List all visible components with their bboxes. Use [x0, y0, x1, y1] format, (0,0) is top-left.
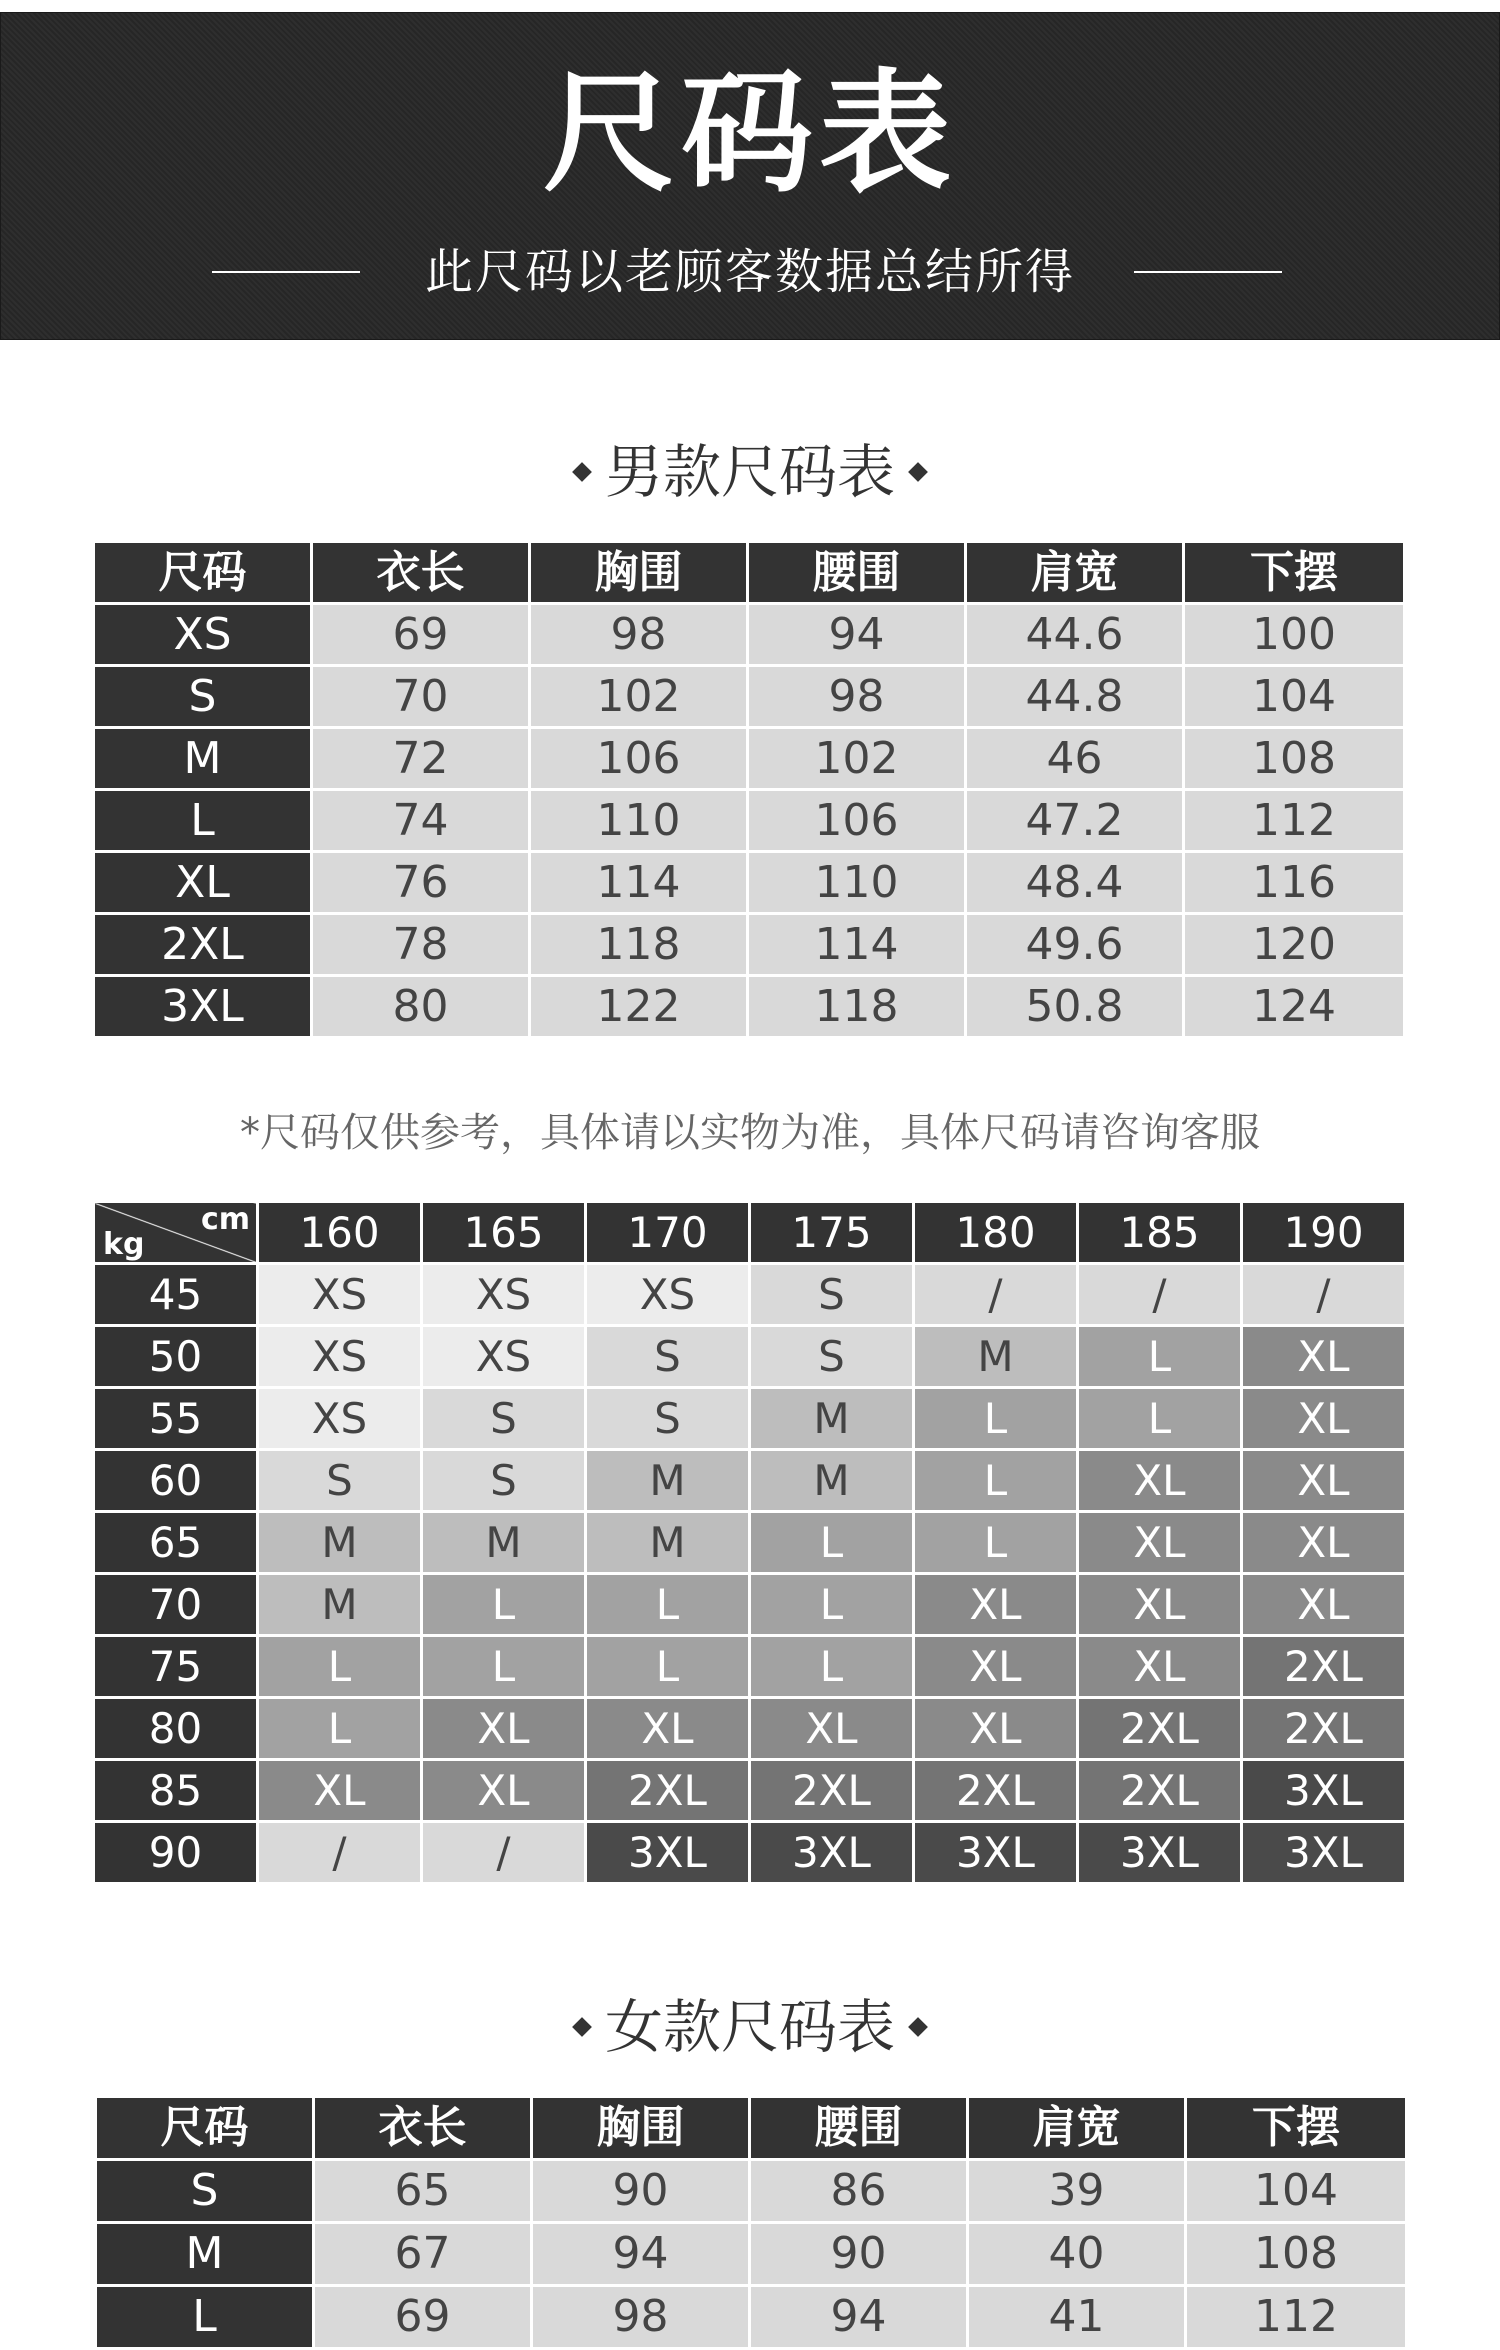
measurement-cell: 122 [530, 976, 748, 1038]
height-header-cell: 175 [750, 1202, 914, 1264]
grid-row [94, 1326, 1406, 1388]
womens-size-table [94, 2095, 1408, 2350]
measurement-cell: 74 [312, 790, 530, 852]
size-recommendation-cell: L [914, 1450, 1078, 1512]
table-row [96, 2223, 1407, 2286]
measurement-cell: 112 [1184, 790, 1405, 852]
size-recommendation-cell: M [586, 1512, 750, 1574]
size-recommendation-cell: L [750, 1512, 914, 1574]
measurement-cell: 80 [312, 976, 530, 1038]
size-recommendation-cell: 2XL [1078, 1698, 1242, 1760]
table-row [94, 852, 1405, 914]
size-label-cell: M [96, 2223, 314, 2286]
size-recommendation-cell: XS [422, 1264, 586, 1326]
size-recommendation-cell: 3XL [1078, 1822, 1242, 1884]
table-row [96, 2160, 1407, 2223]
measurement-cell: 40 [968, 2223, 1186, 2286]
height-header-cell: 185 [1078, 1202, 1242, 1264]
size-recommendation-cell: L [750, 1636, 914, 1698]
table-header-row [96, 2097, 1407, 2160]
diamond-icon [908, 462, 928, 482]
size-recommendation-cell: L [422, 1636, 586, 1698]
measurement-cell: 118 [530, 914, 748, 976]
grid-row [94, 1760, 1406, 1822]
measurement-cell: 94 [748, 604, 966, 666]
measurement-cell: 98 [532, 2286, 750, 2349]
measurement-cell: 106 [748, 790, 966, 852]
weight-header-cell: 90 [94, 1822, 258, 1884]
size-recommendation-cell: 3XL [750, 1822, 914, 1884]
table-row [94, 666, 1405, 728]
size-recommendation-cell: XL [750, 1698, 914, 1760]
size-recommendation-cell: L [1078, 1326, 1242, 1388]
measurement-cell: 98 [748, 666, 966, 728]
height-header-cell: 180 [914, 1202, 1078, 1264]
mens-title-text: 男款尺码表 [604, 438, 895, 506]
size-recommendation-cell: M [750, 1388, 914, 1450]
measurement-cell: 39 [968, 2160, 1186, 2223]
column-header: 尺码 [94, 542, 312, 604]
measurement-cell: 86 [750, 2160, 968, 2223]
table-row [94, 914, 1405, 976]
grid-row [94, 1512, 1406, 1574]
mens-size-table [92, 540, 1406, 1039]
measurement-cell: 67 [314, 2223, 532, 2286]
page-title: 尺码表 [543, 57, 957, 211]
measurement-cell: 69 [312, 604, 530, 666]
measurement-cell: 98 [530, 604, 748, 666]
size-recommendation-cell: S [422, 1450, 586, 1512]
measurement-cell: 50.8 [966, 976, 1184, 1038]
height-header-cell: 170 [586, 1202, 750, 1264]
size-label-cell: M [94, 728, 312, 790]
measurement-cell: 102 [530, 666, 748, 728]
womens-title-text: 女款尺码表 [604, 1993, 895, 2061]
size-recommendation-cell: L [750, 1574, 914, 1636]
size-recommendation-cell: 2XL [750, 1760, 914, 1822]
size-recommendation-cell: XS [586, 1264, 750, 1326]
size-recommendation-cell: S [422, 1388, 586, 1450]
measurement-cell: 44.6 [966, 604, 1184, 666]
size-recommendation-cell: L [586, 1574, 750, 1636]
size-recommendation-cell: XL [258, 1760, 422, 1822]
column-header: 下摆 [1184, 542, 1405, 604]
size-recommendation-cell: S [750, 1264, 914, 1326]
weight-header-cell: 55 [94, 1388, 258, 1450]
table-row [94, 976, 1405, 1038]
diamond-icon [908, 2017, 928, 2037]
grid-row [94, 1388, 1406, 1450]
size-recommendation-cell: 2XL [914, 1760, 1078, 1822]
weight-header-cell: 75 [94, 1636, 258, 1698]
measurement-cell: 110 [530, 790, 748, 852]
measurement-cell: 108 [1184, 728, 1405, 790]
measurement-cell: 72 [312, 728, 530, 790]
size-recommendation-cell: XL [914, 1574, 1078, 1636]
measurement-cell: 114 [748, 914, 966, 976]
grid-row [94, 1698, 1406, 1760]
size-recommendation-cell: XS [258, 1326, 422, 1388]
measurement-cell: 44.8 [966, 666, 1184, 728]
measurement-cell: 116 [1184, 852, 1405, 914]
measurement-cell: 46 [966, 728, 1184, 790]
size-recommendation-cell: 2XL [1242, 1636, 1406, 1698]
size-recommendation-cell: L [1078, 1388, 1242, 1450]
weight-header-cell: 50 [94, 1326, 258, 1388]
disclaimer-note: *尺码仅供参考，具体请以实物为准，具体尺码请咨询客服 [240, 1110, 1260, 1156]
size-recommendation-cell: / [1078, 1264, 1242, 1326]
size-label-cell: XS [94, 604, 312, 666]
size-recommendation-cell: 2XL [1242, 1698, 1406, 1760]
size-recommendation-cell: M [258, 1574, 422, 1636]
grid-row [94, 1822, 1406, 1884]
size-recommendation-cell: S [258, 1450, 422, 1512]
size-recommendation-cell: XL [1242, 1326, 1406, 1388]
size-recommendation-cell: / [914, 1264, 1078, 1326]
weight-header-cell: 85 [94, 1760, 258, 1822]
size-recommendation-cell: XL [1078, 1574, 1242, 1636]
header-banner [0, 12, 1500, 340]
size-recommendation-cell: XS [258, 1388, 422, 1450]
diamond-icon [572, 462, 592, 482]
grid-row [94, 1264, 1406, 1326]
size-recommendation-cell: XL [914, 1698, 1078, 1760]
size-recommendation-cell: S [586, 1388, 750, 1450]
size-recommendation-cell: 3XL [914, 1822, 1078, 1884]
weight-header-cell: 65 [94, 1512, 258, 1574]
size-recommendation-cell: XS [422, 1326, 586, 1388]
column-header: 腰围 [748, 542, 966, 604]
size-recommendation-cell: XL [1242, 1388, 1406, 1450]
diamond-icon [572, 2017, 592, 2037]
size-recommendation-cell: L [586, 1636, 750, 1698]
measurement-cell: 106 [530, 728, 748, 790]
measurement-cell: 49.6 [966, 914, 1184, 976]
measurement-cell: 41 [968, 2286, 1186, 2349]
column-header: 胸围 [532, 2097, 750, 2160]
height-unit-label: cm [200, 1202, 250, 1237]
size-recommendation-cell: 2XL [1078, 1760, 1242, 1822]
measurement-cell: 108 [1186, 2223, 1407, 2286]
mens-section-title [0, 437, 1500, 507]
size-label-cell: 2XL [94, 914, 312, 976]
size-label-cell: S [94, 666, 312, 728]
height-header-cell: 190 [1242, 1202, 1406, 1264]
measurement-cell: 78 [312, 914, 530, 976]
unit-corner-cell [94, 1202, 258, 1264]
column-header: 下摆 [1186, 2097, 1407, 2160]
measurement-cell: 65 [314, 2160, 532, 2223]
size-recommendation-cell: XL [422, 1698, 586, 1760]
size-recommendation-cell: M [586, 1450, 750, 1512]
column-header: 腰围 [750, 2097, 968, 2160]
weight-unit-label: kg [103, 1227, 145, 1262]
measurement-cell: 100 [1184, 604, 1405, 666]
weight-header-cell: 70 [94, 1574, 258, 1636]
size-recommendation-cell: / [1242, 1264, 1406, 1326]
size-recommendation-cell: S [586, 1326, 750, 1388]
size-label-cell: XL [94, 852, 312, 914]
weight-header-cell: 45 [94, 1264, 258, 1326]
size-recommendation-cell: XL [1078, 1636, 1242, 1698]
measurement-cell: 124 [1184, 976, 1405, 1038]
size-recommendation-cell: 3XL [586, 1822, 750, 1884]
column-header: 肩宽 [966, 542, 1184, 604]
size-recommendation-cell: L [914, 1512, 1078, 1574]
table-row [94, 790, 1405, 852]
measurement-cell: 94 [750, 2286, 968, 2349]
grid-row [94, 1450, 1406, 1512]
table-row [94, 604, 1405, 666]
table-header-row [94, 542, 1405, 604]
size-recommendation-cell: S [750, 1326, 914, 1388]
size-recommendation-cell: M [422, 1512, 586, 1574]
size-label-cell: L [96, 2286, 314, 2349]
page-subtitle: 此尺码以老顾客数据总结所得 [424, 244, 1075, 300]
size-recommendation-cell: XL [1242, 1512, 1406, 1574]
size-recommendation-cell: 2XL [586, 1760, 750, 1822]
table-row [96, 2286, 1407, 2349]
measurement-cell: 110 [748, 852, 966, 914]
measurement-cell: 114 [530, 852, 748, 914]
subtitle-rule-right [1134, 271, 1282, 273]
measurement-cell: 94 [532, 2223, 750, 2286]
size-recommendation-cell: XL [586, 1698, 750, 1760]
size-recommendation-cell: XL [1242, 1450, 1406, 1512]
size-recommendation-cell: M [914, 1326, 1078, 1388]
measurement-cell: 112 [1186, 2286, 1407, 2349]
size-recommendation-cell: M [258, 1512, 422, 1574]
weight-header-cell: 80 [94, 1698, 258, 1760]
measurement-cell: 104 [1186, 2160, 1407, 2223]
size-recommendation-cell: M [750, 1450, 914, 1512]
measurement-cell: 90 [532, 2160, 750, 2223]
height-weight-size-grid [92, 1200, 1407, 1885]
weight-header-cell: 60 [94, 1450, 258, 1512]
size-recommendation-cell: XL [422, 1760, 586, 1822]
size-recommendation-cell: L [258, 1636, 422, 1698]
womens-section-title [0, 1992, 1500, 2062]
column-header: 尺码 [96, 2097, 314, 2160]
size-recommendation-cell: XS [258, 1264, 422, 1326]
size-recommendation-cell: 3XL [1242, 1822, 1406, 1884]
column-header: 胸围 [530, 542, 748, 604]
grid-row [94, 1636, 1406, 1698]
measurement-cell: 69 [314, 2286, 532, 2349]
column-header: 肩宽 [968, 2097, 1186, 2160]
size-recommendation-cell: XL [1242, 1574, 1406, 1636]
measurement-cell: 76 [312, 852, 530, 914]
grid-row [94, 1574, 1406, 1636]
size-label-cell: S [96, 2160, 314, 2223]
size-recommendation-cell: L [258, 1698, 422, 1760]
column-header: 衣长 [314, 2097, 532, 2160]
size-recommendation-cell: / [258, 1822, 422, 1884]
size-recommendation-cell: XL [1078, 1512, 1242, 1574]
height-header-cell: 160 [258, 1202, 422, 1264]
measurement-cell: 102 [748, 728, 966, 790]
height-header-cell: 165 [422, 1202, 586, 1264]
measurement-cell: 48.4 [966, 852, 1184, 914]
size-recommendation-cell: / [422, 1822, 586, 1884]
measurement-cell: 104 [1184, 666, 1405, 728]
size-label-cell: 3XL [94, 976, 312, 1038]
table-row [94, 728, 1405, 790]
measurement-cell: 70 [312, 666, 530, 728]
size-recommendation-cell: 3XL [1242, 1760, 1406, 1822]
column-header: 衣长 [312, 542, 530, 604]
measurement-cell: 118 [748, 976, 966, 1038]
size-recommendation-cell: XL [1078, 1450, 1242, 1512]
size-recommendation-cell: L [422, 1574, 586, 1636]
measurement-cell: 47.2 [966, 790, 1184, 852]
measurement-cell: 120 [1184, 914, 1405, 976]
size-recommendation-cell: XL [914, 1636, 1078, 1698]
grid-header-row [94, 1202, 1406, 1264]
measurement-cell: 90 [750, 2223, 968, 2286]
size-label-cell: L [94, 790, 312, 852]
size-recommendation-cell: L [914, 1388, 1078, 1450]
